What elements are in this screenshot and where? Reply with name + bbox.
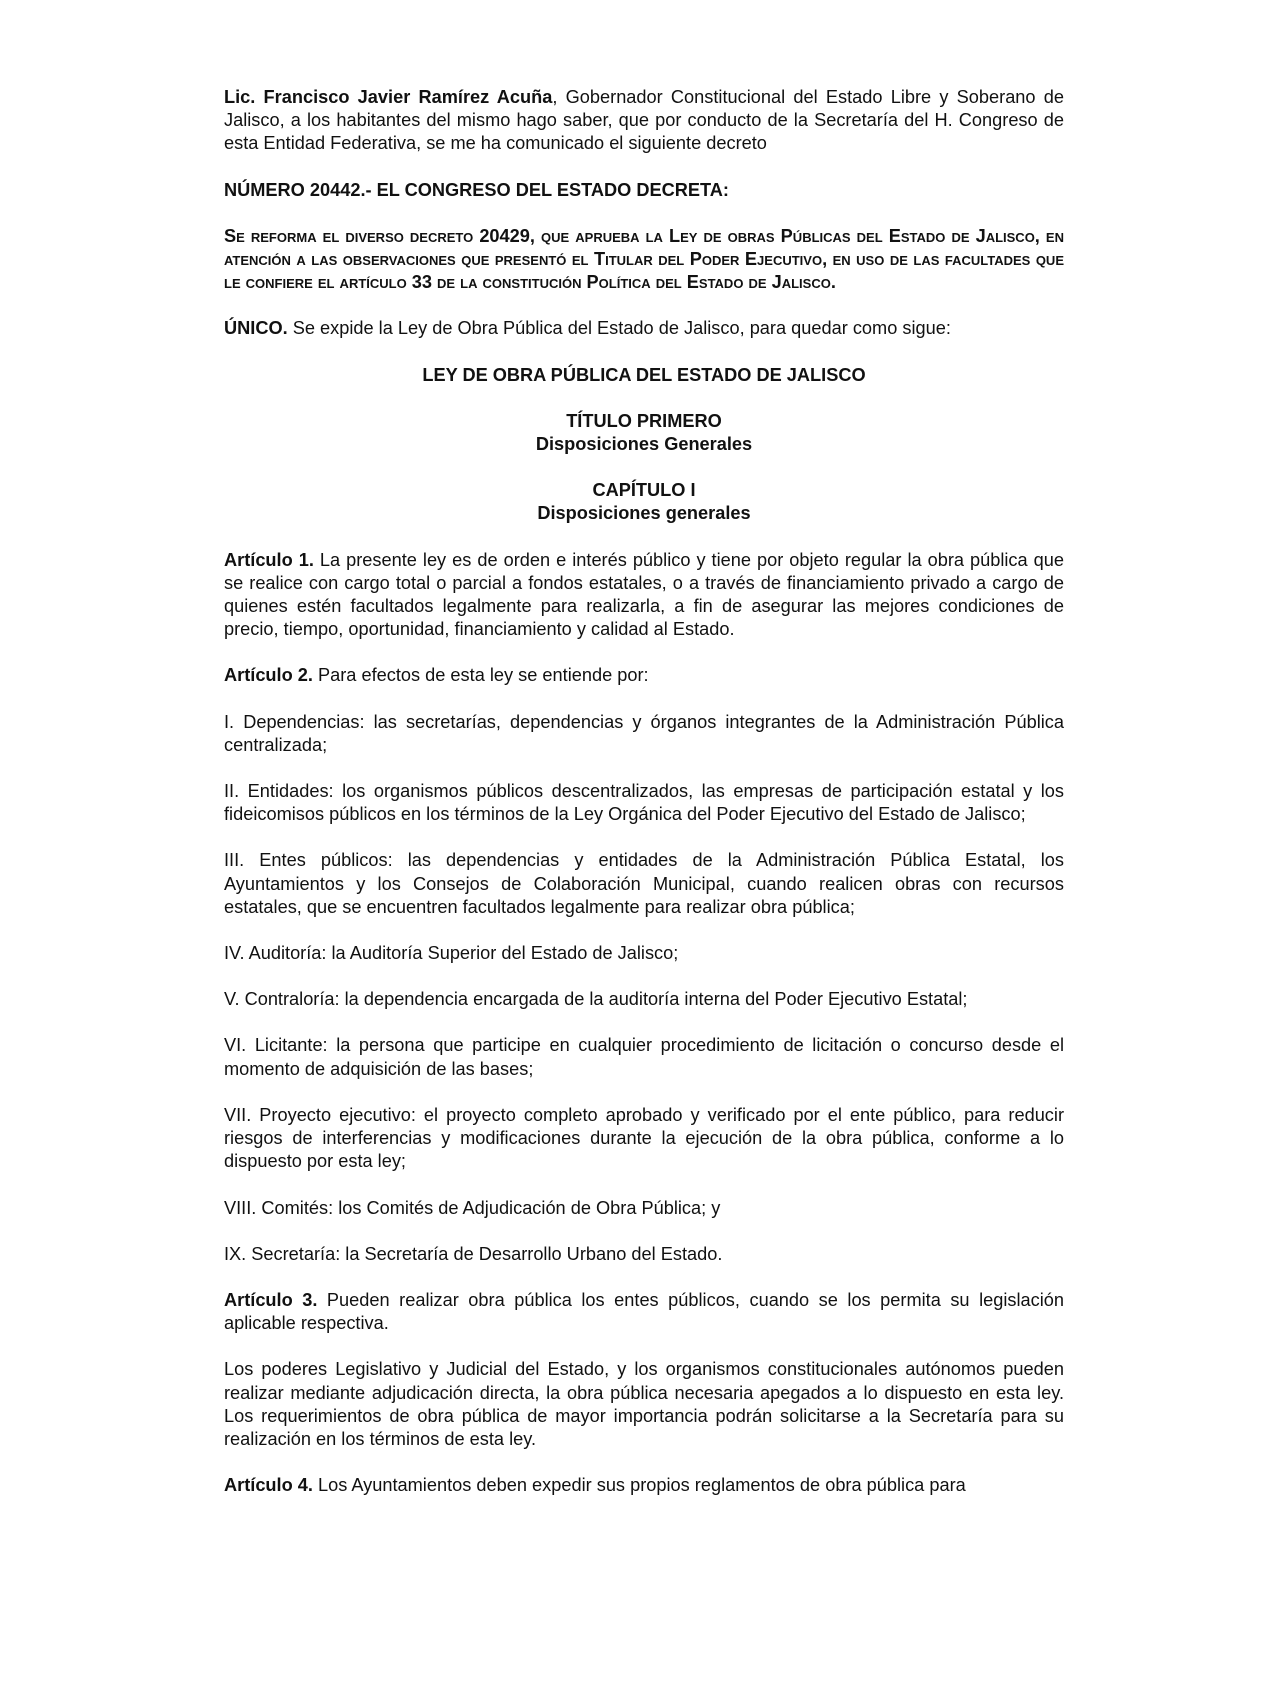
article-2-item-v: V. Contraloría: la dependencia encargada de la auditoría interna del Poder Ejecutivo Estatal; — [224, 989, 968, 1010]
article-1-label: Artículo 1. — [224, 549, 314, 570]
article-3 — [224, 1289, 1064, 1335]
intro-paragraph — [224, 86, 1064, 156]
unico-label: ÚNICO. — [224, 318, 288, 339]
article-2-item-iii: III. Entes públicos: las dependencias y entidades de la Administración Pública Estatal, los Ayuntamientos y los Consejos de Colaboración Municipal, cuando realicen obras con recursos estatales, que se encuentren facultados legalmente para realizar obra pública; — [224, 850, 1064, 917]
titulo-number: TÍTULO PRIMERO — [566, 410, 722, 431]
article-2-item-vii: VII. Proyecto ejecutivo: el proyecto completo aprobado y verificado por el ente público, para reducir riesgos de interferencias y modificaciones durante la ejecución de la obra pública, conforme a lo dispuesto por esta ley; — [224, 1104, 1064, 1172]
unico-paragraph — [224, 317, 1064, 340]
article-2 — [224, 664, 1064, 687]
reform-statement: Se reforma el diverso decreto 20429, que aprueba la Ley de obras Públicas del Estado de Jalisco, en atención a las observaciones que presentó el Titular del Poder Ejecutivo, en uso de las facultades que le confiere el artículo 33 de la constitución Política del Estado de Jalisco. — [224, 225, 1064, 293]
titulo-heading — [224, 410, 1064, 456]
article-4-label: Artículo 4. — [224, 1475, 313, 1496]
article-2-item-i: I. Dependencias: las secretarías, dependencias y órganos integrantes de la Administración Pública centralizada; — [224, 711, 1064, 755]
article-3-text: Pueden realizar obra pública los entes públicos, cuando se los permita su legislación aplicable respectiva. — [224, 1289, 1064, 1334]
article-1-text: La presente ley es de orden e interés público y tiene por objeto regular la obra pública que se realice con cargo total o parcial a fondos estatales, o a través de financiamiento privado a cargo de quienes estén facultados legalmente para realizarla, a fin de asegurar las mejores condiciones de precio, tiempo, oportunidad, financiamiento y calidad al Estado. — [224, 549, 1064, 640]
document-body — [224, 86, 1064, 1520]
article-2-item-ii: II. Entidades: los organismos públicos descentralizados, las empresas de participación estatal y los fideicomisos públicos en los términos de la Ley Orgánica del Poder Ejecutivo del Estado de Jalisco; — [224, 781, 1064, 825]
capitulo-number: CAPÍTULO I — [592, 480, 696, 501]
titulo-name: Disposiciones Generales — [535, 434, 753, 455]
article-3-label: Artículo 3. — [224, 1289, 318, 1310]
intro-text: , Gobernador Constitucional del Estado Libre y Soberano de Jalisco, a los habitantes del mismo hago saber, que por conducto de la Secretaría del H. Congreso de esta Entidad Federativa, se me ha comunicado el siguiente decreto — [224, 87, 1064, 154]
article-2-text: Para efectos de esta ley se entiende por: — [312, 665, 649, 686]
capitulo-name: Disposiciones generales — [537, 503, 751, 524]
article-2-item-iv: IV. Auditoría: la Auditoría Superior del Estado de Jalisco; — [224, 943, 679, 964]
capitulo-heading — [224, 479, 1064, 525]
unico-text: Se expide la Ley de Obra Pública del Estado de Jalisco, para quedar como sigue: — [287, 318, 951, 339]
article-3-paragraph-2: Los poderes Legislativo y Judicial del Estado, y los organismos constitucionales autónomos pueden realizar mediante adjudicación directa, la obra pública necesaria apegados a lo dispuesto en esta ley. Los requerimientos de obra pública de mayor importancia podrán solicitarse a la Secretaría para su realización en los términos de esta ley. — [224, 1359, 1064, 1449]
article-4-text: Los Ayuntamientos deben expedir sus propios reglamentos de obra pública para — [312, 1475, 966, 1496]
article-1 — [224, 549, 1064, 642]
governor-name: Lic. Francisco Javier Ramírez Acuña — [224, 87, 553, 107]
law-title: LEY DE OBRA PÚBLICA DEL ESTADO DE JALISCO — [422, 364, 866, 385]
decree-number: NÚMERO 20442.- EL CONGRESO DEL ESTADO DECRETA: — [224, 179, 729, 200]
article-4 — [224, 1474, 1064, 1497]
article-2-label: Artículo 2. — [224, 665, 313, 686]
article-2-item-viii: VIII. Comités: los Comités de Adjudicación de Obra Pública; y — [224, 1197, 721, 1218]
article-2-item-vi: VI. Licitante: la persona que participe en cualquier procedimiento de licitación o concurso desde el momento de adquisición de las bases; — [224, 1035, 1064, 1079]
article-2-item-ix: IX. Secretaría: la Secretaría de Desarrollo Urbano del Estado. — [224, 1243, 723, 1264]
